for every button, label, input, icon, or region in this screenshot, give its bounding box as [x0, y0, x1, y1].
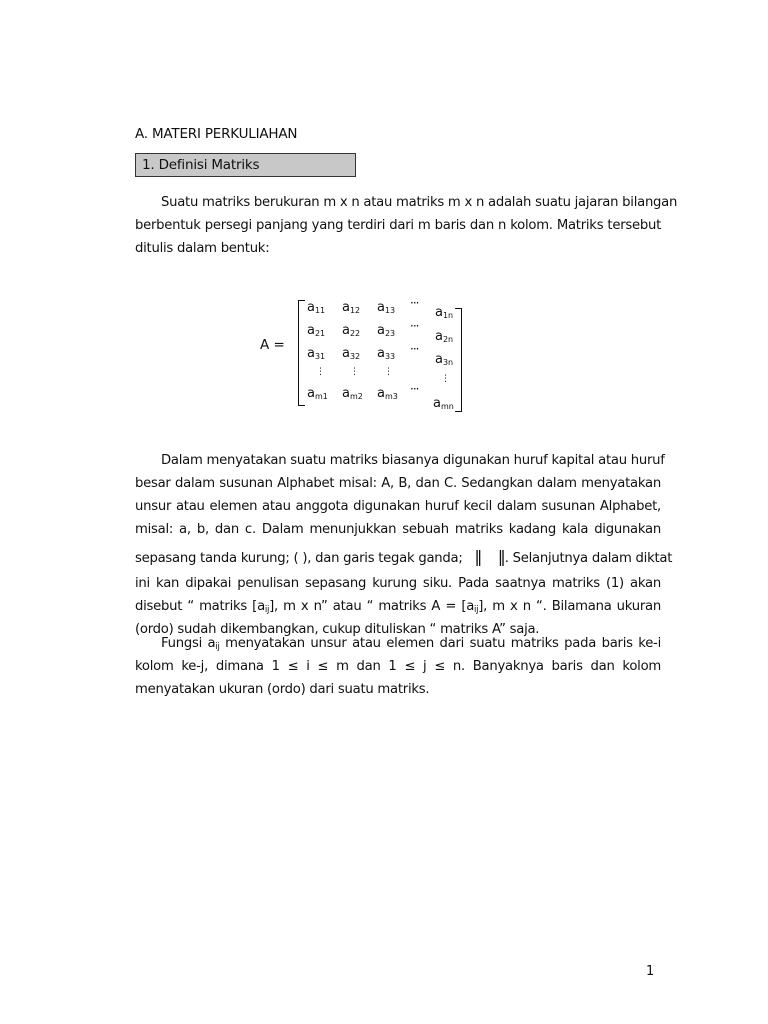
right-bracket	[455, 308, 462, 412]
text-line: berbentuk persegi panjang yang terdiri dari m baris dan n kolom. Matriks tersebut	[135, 218, 661, 233]
vertical-dots: ⋮	[350, 367, 359, 377]
text-line: unsur atau elemen atau anggota digunakan huruf kecil dalam susunan Alphabet,	[135, 499, 661, 514]
horizontal-dots: ···	[410, 319, 419, 333]
text-line: Dalam menyatakan suatu matriks biasanya digunakan huruf kapital atau huruf	[161, 453, 665, 468]
matrix-element: $a_{m1}$	[307, 386, 328, 401]
paragraph-element-function	[135, 632, 661, 701]
matrix-element: $a_{13}$	[377, 300, 396, 315]
matrix-element: $a_{mn}$	[433, 396, 454, 411]
horizontal-dots: ···	[410, 382, 419, 396]
matrix-element: $a_{21}$	[307, 323, 326, 338]
matrix-element: $a_{12}$	[342, 300, 361, 315]
matrix-element: $a_{m3}$	[377, 386, 398, 401]
page-number: 1	[646, 964, 655, 979]
section-heading: A. MATERI PERKULIAHAN	[135, 126, 298, 142]
vertical-dots: ⋮	[384, 367, 393, 377]
text-line: Suatu matriks berukuran m x n atau matriks m x n adalah suatu jajaran bilangan	[161, 195, 678, 210]
matrix-element: $a_{11}$	[307, 300, 326, 315]
text-line: ditulis dalam bentuk:	[135, 241, 270, 256]
text-line: (ordo) sudah dikembangkan, cukup dituliskan “ matriks A” saja.	[135, 622, 540, 637]
matrix-element: $a_{33}$	[377, 346, 396, 361]
text-line: Fungsi $a_{ij}$ menyatakan unsur atau elemen dari suatu matriks pada baris ke-i	[161, 636, 661, 652]
paragraph-definition	[135, 191, 678, 260]
matrix-element: $a_{3n}$	[435, 352, 454, 367]
subsection-heading: 1. Definisi Matriks	[135, 153, 356, 177]
text-line: kolom ke-j, dimana 1 ≤ i ≤ m dan 1 ≤ j ≤ n. Banyaknya baris dan kolom	[135, 659, 661, 674]
left-bracket	[298, 300, 305, 406]
matrix-element: $a_{23}$	[377, 323, 396, 338]
matrix-element: $a_{1n}$	[435, 305, 454, 320]
double-bar-symbol: ‖ ‖	[474, 547, 505, 566]
matrix-element: $a_{2n}$	[435, 329, 454, 344]
text-line: disebut “ matriks $[a_{ij}]$, m x n” atau “ matriks $A = [a_{ij}]$, m x n “. Bilamana ukuran	[135, 599, 661, 615]
horizontal-dots: ···	[410, 296, 419, 310]
text-line: ini kan dipakai penulisan sepasang kurung siku. Pada saatnya matriks (1) akan	[135, 576, 661, 591]
horizontal-dots: ···	[410, 342, 419, 356]
text-line: besar dalam susunan Alphabet misal: A, B, dan C. Sedangkan dalam menyatakan	[135, 476, 661, 491]
paragraph-notation	[135, 449, 673, 641]
text-line: misal: a, b, dan c. Dalam menunjukkan sebuah matriks kadang kala digunakan	[135, 522, 661, 537]
matrix-element: $a_{32}$	[342, 346, 361, 361]
vertical-dots: ⋮	[441, 374, 450, 384]
text-line: menyatakan ukuran (ordo) dari suatu matriks.	[135, 682, 430, 697]
vertical-dots: ⋮	[316, 367, 325, 377]
matrix-label: A =	[260, 337, 285, 353]
text-line: sepasang tanda kurung; ( ), dan garis tegak ganda; ‖ ‖. Selanjutnya dalam diktat	[135, 541, 661, 572]
matrix-element: $a_{22}$	[342, 323, 361, 338]
matrix-element: $a_{31}$	[307, 346, 326, 361]
matrix-element: $a_{m2}$	[342, 386, 363, 401]
